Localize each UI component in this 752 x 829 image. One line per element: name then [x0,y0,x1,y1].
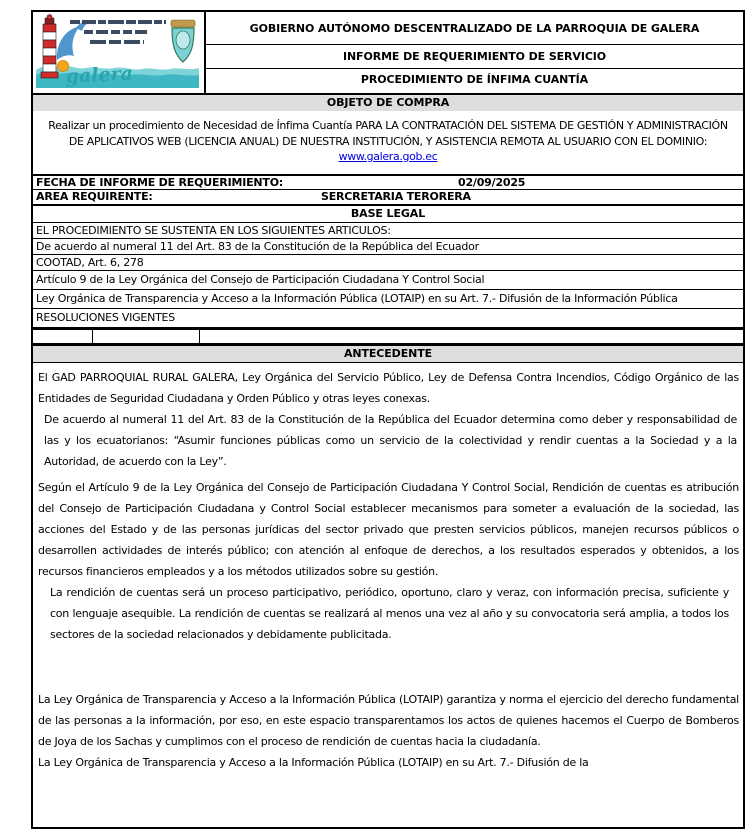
objeto-de-compra-text [33,111,743,174]
institution-title: GOBIERNO AUTÓNOMO DESCENTRALIZADO DE LA PARROQUIA DE GALERA [206,12,743,45]
base-legal-row: Artículo 9 de la Ley Orgánica del Consejo de Participación Ciudadana Y Control Social [33,270,743,289]
empty-cell [200,330,743,343]
base-legal-row: COOTAD, Art. 6, 278 [33,254,743,270]
base-legal-row: De acuerdo al numeral 11 del Art. 83 de la Constitución de la República del Ecuador [33,238,743,254]
antecedente-paragraph: Según el Artículo 9 de la Ley Orgánica del Consejo de Participación Ciudadana Y Control Social, Rendición de cuentas es atribución del Consejo de Participación Ciudadana y Control Social establecer mecanismos para someter a evaluación de la sociedad, las acciones del Estado y de las personas jurídicas del sector privado que presten servicios públicos, manejen recursos públicos o desarrollen actividades de interés público; con atención al enfoque de derechos, a los resultados esperados y obtenidos, a los recursos financieros empleados y a los métodos utilizados sobre su gestión. [38,480,739,578]
empty-cell [93,330,200,343]
logo-image [36,14,199,88]
area-requirente-value: SERCRETARIA TERORERA [321,189,471,203]
section-header-base-legal: BASE LEGAL [33,204,743,222]
objeto-paragraph: Realizar un procedimiento de Necesidad de Ínfima Cuantía PARA LA CONTRATACIÓN DEL SISTEMA DE GESTIÓN Y ADMINISTRACIÓN DE APLICATIVOS WEB (LICENCIA ANUAL) DE NUESTRA INSTITUCIÓN, Y ASISTENCIA REMOTA AL USUARIO CON EL DOMINIO: [48,119,728,148]
document-table [31,10,745,829]
area-requirente-row [33,189,743,204]
fecha-informe-row [33,174,743,189]
crest-icon [171,20,195,62]
fecha-informe-label: FECHA DE INFORME DE REQUERIMIENTO: [36,175,284,189]
base-legal-row: Ley Orgánica de Transparencia y Acceso a la Información Pública (LOTAIP) en su Art. 7.- Difusión de la Información Pública [33,289,743,308]
empty-cell [33,330,93,343]
section-header-objeto-de-compra: OBJETO DE COMPRA [33,93,743,111]
empty-grid-row [33,327,743,343]
base-legal-row: EL PROCEDIMIENTO SE SUSTENTA EN LOS SIGUIENTES ARTICULOS: [33,222,743,238]
antecedente-text [33,363,743,827]
galera-website-link[interactable]: www.galera.gob.ec [338,150,438,163]
header-titles [206,12,743,93]
report-title: INFORME DE REQUERIMIENTO DE SERVICIO [206,45,743,69]
procedure-title: PROCEDIMIENTO DE ÍNFIMA CUANTÍA [360,73,589,86]
antecedente-paragraph: De acuerdo al numeral 11 del Art. 83 de la Constitución de la República del Ecuador determina como deber y responsabilidad de las y los ecuatorianos: “Asumir funciones públicas como un servicio de la colectividad y rendir cuentas a la Sociedad y a la Autoridad, de acuerdo con la Ley”. [44,412,737,468]
logo-script-text: galera [65,62,134,88]
antecedente-paragraph: La Ley Orgánica de Transparencia y Acceso a la Información Pública (LOTAIP) en su Art. 7.- Difusión de la [38,755,589,769]
base-legal-row: RESOLUCIONES VIGENTES [33,308,743,327]
area-requirente-label: AREA REQUIRENTE: [36,189,153,203]
gad-galera-logo [33,12,206,93]
lighthouse-icon [41,15,58,79]
document-header [33,12,743,93]
whale-icon [57,21,90,60]
fecha-informe-value: 02/09/2025 [458,175,526,189]
antecedente-paragraph: La rendición de cuentas será un proceso participativo, periódico, oportuno, claro y veraz, con información precisa, suficiente y con lenguaje asequible. La rendición de cuentas se realizará al menos una vez al año y su convocatoria será amplia, a todos los sectores de la sociedad relacionados y debidamente publicitada. [50,585,729,641]
section-header-antecedente: ANTECEDENTE [33,343,743,363]
antecedente-paragraph: El GAD PARROQUIAL RURAL GALERA, Ley Orgánica del Servicio Público, Ley de Defensa Contra Incendios, Código Orgánico de las Entidades de Seguridad Ciudadana y Orden Público y otras leyes conexas. [38,370,739,405]
antecedente-paragraph: La Ley Orgánica de Transparencia y Acceso a la Información Pública (LOTAIP) garantiza y norma el ejercicio del derecho fundamental de las personas a la información, por eso, en este espacio transparentamos los actos de quienes hacemos el Cuerpo de Bomberos de Joya de los Sachas y cumplimos con el proceso de rendición de cuentas hacia la ciudadanía. [38,692,739,748]
